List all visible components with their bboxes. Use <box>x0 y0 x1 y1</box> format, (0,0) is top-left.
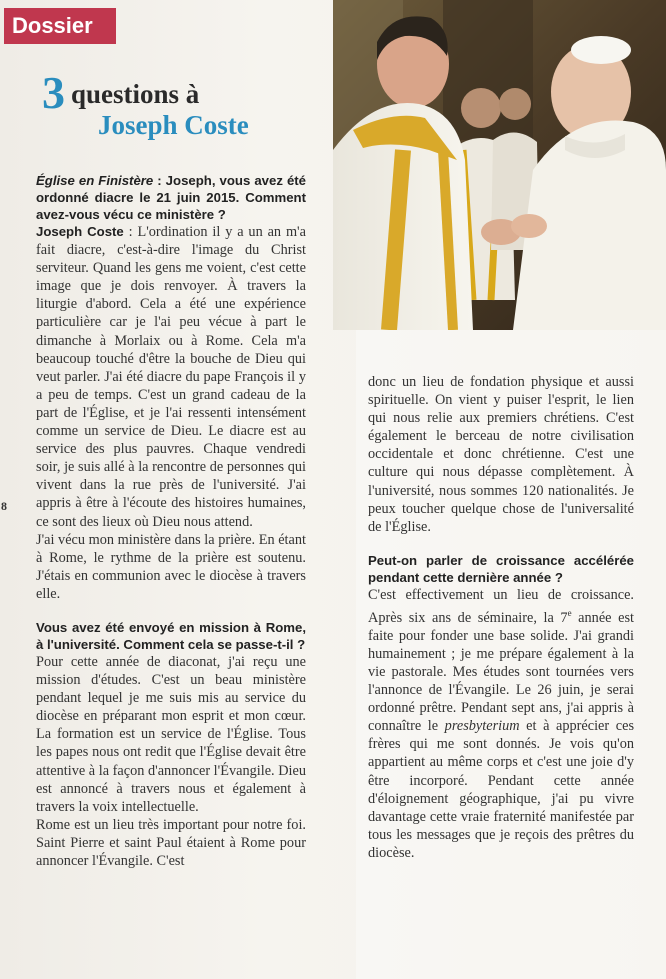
publication-name: Église en Finistère <box>36 173 154 188</box>
title-line-2: Joseph Coste <box>98 110 249 140</box>
photo-illustration <box>333 0 666 330</box>
right-column <box>368 373 634 862</box>
answer-1-text: : L'ordination il y a un an m'a fait diacre, c'est-à-dire l'image du Christ serviteur. Quand les gens me voient, c'est cette image que je dois renvoyer. À travers la liturgie d'abord. Cela a été une expérience particulière car je l'ai peu vécue à part le dimanche à Morlaix ou à Rome. Cela m'a beaucoup touché d'être la bouche de Dieu qui veut parler. J'ai été diacre du pape François il y a peu de temps. C'est un grand cadeau de la part de l'Église, et je l'ai ressenti intensément comme un service de Dieu. Le diacre est au service des plus pauvres. Chaque vendredi soir, je suis allé à la rencontre de personnes qui vivent dans la rue près de l'université. J'ai appris à être à l'écoute des histoires humaines, ce sont des lieux où Dieu nous attend. <box>36 224 306 530</box>
answer-3-text-a: C'est effectivement un lieu de croissance. Après six ans de séminaire, la 7 <box>368 586 634 626</box>
article-title <box>42 67 332 140</box>
answer-3-superscript: e <box>567 607 572 618</box>
article-photo <box>333 0 666 330</box>
answer-1-paragraph-2: J'ai vécu mon ministère dans la prière. En étant à Rome, le rythme de la prière est soutenu. J'étais en communion avec le diocèse à travers elle. <box>36 531 306 602</box>
answer-3-italic: presbyterium <box>444 718 520 735</box>
answer-3-text-b: année est faite pour fonder une base solide. J'ai grandi humainement ; je me prépare également à la vie pastorale. Mes études sont tournées vers l'annonce de l'Évangile. Le 26 juin, je serai ordonné prêtre. Pendant sept ans, j'ai appris à connaître le <box>368 609 634 735</box>
answer-1-speaker: Joseph Coste <box>36 224 124 239</box>
question-1-text: : Joseph, vous avez été ordonné diacre le 21 juin 2015. Comment avez-vous vécu ce ministère ? <box>36 173 307 222</box>
answer-2-paragraph-2: Rome est un lieu très important pour notre foi. Saint Pierre et saint Paul étaient à Rome pour annoncer l'Évangile. C'est <box>36 816 306 869</box>
question-1 <box>36 172 306 223</box>
question-2: Vous avez été envoyé en mission à Rome, à l'université. Comment cela se passe-t-il ? <box>36 619 306 652</box>
answer-1 <box>36 223 306 531</box>
section-label: Dossier <box>4 8 116 44</box>
answer-2-continued: donc un lieu de fondation physique et aussi spirituelle. On vient y puiser l'esprit, le lien qui nous relie aux premiers chrétiens. C'est également le berceau de notre civilisation occidentale et donc chrétienne. C'est une culture qui nous dépasse complètement. À l'université, nous sommes 120 nationalités. Je peux toucher quelque chose de l'universalité de l'Église. <box>368 374 634 535</box>
answer-3 <box>368 586 634 862</box>
title-number: 3 <box>42 67 65 118</box>
answer-3-text-c: et à apprécier ces frères qui me sont donnés. Je vois qu'on appartient au même corps et c'est une joie d'y être incorporé. Pendant cette année d'éloignement géographique, j'ai pu vivre davantage cette vraie fraternité manifestée par tous les messages que je reçois des prêtres du diocèse. <box>368 718 635 861</box>
answer-2: Pour cette année de diaconat, j'ai reçu une mission d'études. C'est un beau ministère pendant lequel je me suis mis au service du diocèse en préparant mon esprit et mon cœur. La formation est un service de l'Église. Tous les papes nous ont redit que l'Église devait être attentive à la façon d'annoncer l'Évangile. Dieu est annoncé à travers nous et également à travers la voix intellectuelle. <box>36 653 306 815</box>
page-number: 8 <box>1 499 7 513</box>
question-3: Peut-on parler de croissance accélérée pendant cette dernière année ? <box>368 552 634 585</box>
title-line-1: questions à <box>71 79 200 109</box>
left-column <box>36 172 306 870</box>
